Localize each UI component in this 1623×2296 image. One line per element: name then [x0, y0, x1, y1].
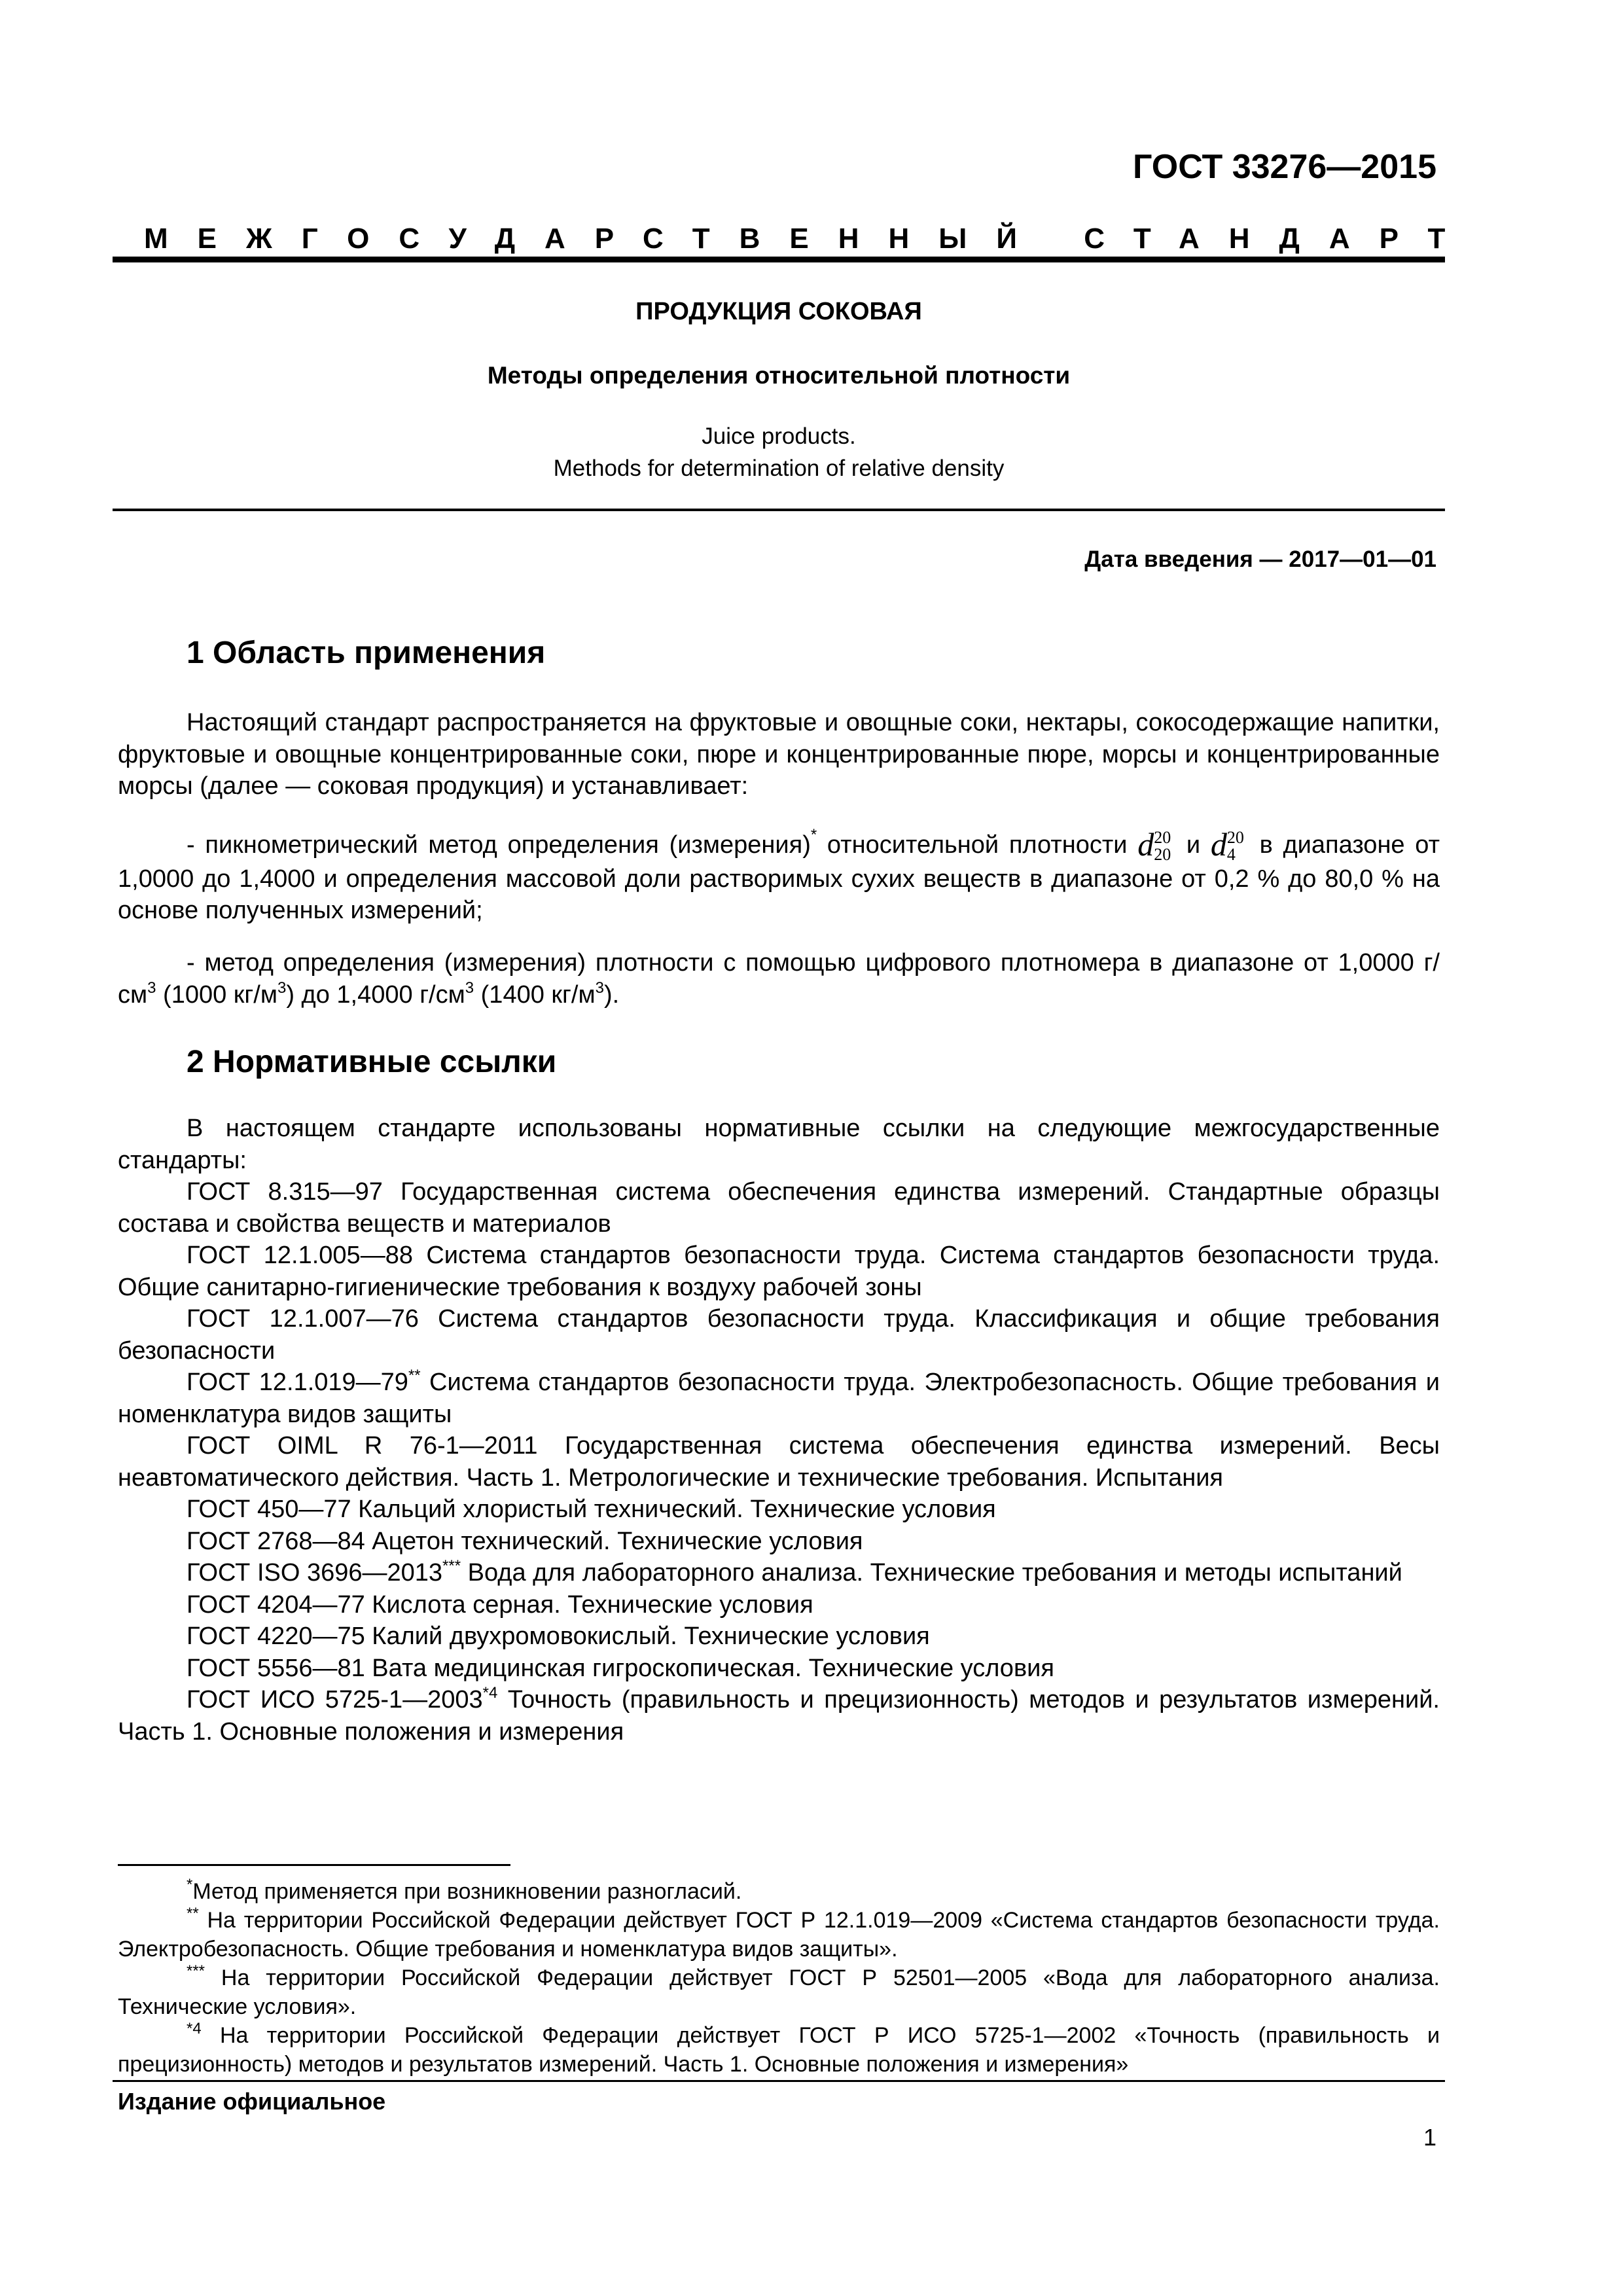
reference-item [118, 1557, 1440, 1589]
footnotes [0, 1877, 1623, 2079]
reference-item: ГОСТ 4220—75 Калий двухромовокислый. Технические условия [187, 1623, 930, 1650]
density-meter-text-b: (1000 кг/м [156, 980, 277, 1009]
footnote-separator [118, 1864, 510, 1866]
cube-superscript: 3 [277, 978, 287, 997]
footnote-2 [118, 1906, 1440, 1964]
density-meter-text-a: - метод определения (измерения) плотности с помощью цифрового плотномера в диапазоне от 1,0000 г/см [118, 949, 1440, 1009]
density-symbol: d [1210, 826, 1227, 863]
interstate-standard-label: МЕЖГОСУДАРСТВЕННЫЙ СТАНДАРТ [144, 223, 1475, 255]
reference-item: ГОСТ 4204—77 Кислота серная. Технические условия [187, 1590, 813, 1619]
standard-code: ГОСТ 33276—2015 [1133, 148, 1436, 186]
pycnometer-text-a: - пикнометрический метод определения (измерения) [187, 831, 811, 859]
section-1-heading: 1 Область применения [187, 636, 546, 670]
footnote-text: На территории Российской Федерации действует ГОСТ Р 12.1.019—2009 «Система стандартов безопасности труда. Электробезопасность. Общие требования и номенклатура видов защиты». [118, 1908, 1440, 1962]
reference-code: ГОСТ 12.1.019—79 [187, 1369, 408, 1396]
section-2-heading: 2 Нормативные ссылки [187, 1045, 557, 1079]
density-sup: 20 [1154, 827, 1171, 847]
footnote-1 [118, 1877, 1440, 1906]
page-number: 1 [1423, 2124, 1436, 2151]
document-title: ПРОДУКЦИЯ СОКОВАЯ [635, 298, 922, 325]
reference-text: Система стандартов безопасности труда. Электробезопасность. Общие требования и номенклатура видов защиты [118, 1369, 1440, 1428]
reference-text: Вода для лабораторного анализа. Технические требования и методы испытаний [461, 1559, 1402, 1587]
footnote-4 [118, 2021, 1440, 2079]
footnote-text: На территории Российской Федерации действует ГОСТ Р ИСО 5725-1—2002 «Точность (правильность и прецизионность) методов и результатов измерений. Часть 1. Основные положения и измерения» [118, 2023, 1440, 2077]
reference-item: ГОСТ 12.1.005—88 Система стандартов безопасности труда. Система стандартов безопасности труда. Общие санитарно-гигиенические требования к воздуху рабочей зоны [118, 1242, 1440, 1301]
density-index-20-20 [1154, 829, 1171, 863]
reference-code: ГОСТ ИСО 5725-1—2003 [187, 1686, 483, 1713]
reference-item: ГОСТ 2768—84 Ацетон технический. Технические условия [187, 1527, 863, 1555]
density-meter-text-c: ) до 1,4000 г/см [286, 980, 465, 1009]
header-rule [113, 257, 1445, 262]
cube-superscript: 3 [147, 978, 156, 997]
reference-item: ГОСТ 5556—81 Вата медицинская гигроскопическая. Технические условия [187, 1654, 1054, 1682]
density-sup: 20 [1226, 827, 1244, 847]
references-intro: В настоящем стандарте использованы нормативные ссылки на следующие межгосударственные стандарты: [118, 1115, 1440, 1174]
cube-superscript: 3 [465, 978, 474, 997]
english-title-line-1: Juice products. [702, 423, 856, 449]
reference-item [118, 1684, 1440, 1748]
footnote-mark: ** [408, 1367, 421, 1384]
section-1-pycnometer-item [118, 826, 1440, 927]
density-index-20-4 [1227, 829, 1244, 863]
footnote-mark: * [810, 826, 817, 844]
footnote-mark: * [187, 1876, 193, 1893]
footnote-mark: ** [187, 1905, 199, 1922]
normative-references [0, 1113, 1623, 1748]
footnote-text: На территории Российской Федерации действует ГОСТ Р 52501—2005 «Вода для лабораторного анализа. Технические условия». [118, 1965, 1440, 2019]
reference-item: ГОСТ 12.1.007—76 Система стандартов безопасности труда. Классификация и общие требования безопасности [118, 1305, 1440, 1365]
pycnometer-text-c: в диапазоне от 1,0000 до 1,4000 и определения массовой доли растворимых сухих веществ в диапазоне от 0,2 % до 80,0 % на основе полученных измерений; [118, 831, 1440, 925]
density-sub: 20 [1154, 844, 1171, 864]
footnote-mark: *** [187, 1962, 205, 1980]
footnote-mark: *4 [187, 2020, 202, 2037]
footnote-text: Метод применяется при возникновении разногласий. [192, 1879, 742, 1904]
density-meter-text-d: (1400 кг/м [474, 980, 596, 1009]
cube-superscript: 3 [595, 978, 604, 997]
reference-item: ГОСТ OIML R 76-1—2011 Государственная система обеспечения единства измерений. Весы неавтоматического действия. Часть 1. Метрологические и технические требования. Испытания [118, 1432, 1440, 1492]
introduction-date: Дата введения — 2017—01—01 [1084, 547, 1436, 572]
footnote-mark: *** [442, 1557, 461, 1575]
section-1-paragraph: Настоящий стандарт распространяется на фруктовые и овощные соки, нектары, сокосодержащие напитки, фруктовые и овощные концентрированные соки, пюре и концентрированные пюре, морсы и концентрированные морсы (далее — соковая продукция) и устанавливает: [118, 709, 1440, 800]
density-sub: 4 [1226, 844, 1236, 864]
density-symbol: d [1137, 826, 1154, 863]
reference-code: ГОСТ ISO 3696—2013 [187, 1559, 443, 1587]
reference-item: ГОСТ 8.315—97 Государственная система обеспечения единства измерений. Стандартные образцы состава и свойства веществ и материалов [118, 1178, 1440, 1238]
footnote-3 [118, 1964, 1440, 2021]
reference-item [118, 1367, 1440, 1430]
pycnometer-text-b: относительной плотности [817, 831, 1138, 859]
pycnometer-and: и [1176, 831, 1211, 859]
official-edition-label: Издание официальное [118, 2088, 386, 2115]
reference-item: ГОСТ 450—77 Кальций хлористый технический. Технические условия [187, 1496, 996, 1523]
title-rule [113, 509, 1445, 511]
section-1-density-meter-item [118, 947, 1440, 1011]
footer-rule [113, 2080, 1445, 2082]
footnote-mark: *4 [482, 1684, 498, 1702]
reference-text: Точность (правильность и прецизионность) методов и результатов измерений. Часть 1. Основные положения и измерения [118, 1686, 1440, 1746]
density-meter-text-e: ). [603, 980, 620, 1009]
english-title-line-2: Methods for determination of relative density [553, 456, 1005, 481]
document-subtitle: Методы определения относительной плотности [487, 362, 1071, 389]
